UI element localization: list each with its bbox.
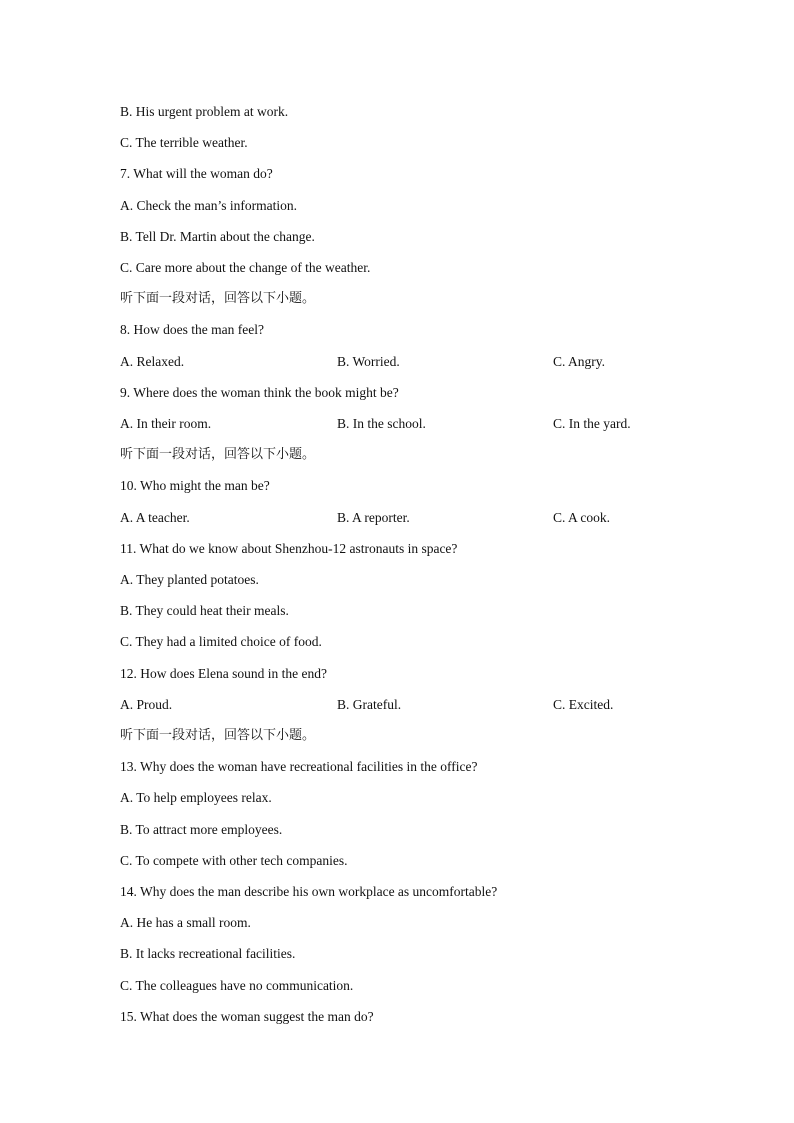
text-line: 13. Why does the woman have recreational facilities in the office? (120, 759, 478, 775)
text-line: 15. What does the woman suggest the man do? (120, 1008, 374, 1024)
option-b: B. Grateful. (337, 696, 402, 712)
option-a: A. Proud. (120, 696, 173, 712)
option-c: C. Angry. (553, 353, 606, 369)
option-row (120, 697, 680, 713)
option-b: B. Worried. (337, 353, 400, 369)
option-c: C. Excited. (553, 696, 614, 712)
text-line: A. Check the man’s information. (120, 197, 297, 213)
text-line: B. They could heat their meals. (120, 603, 289, 619)
text-line: A. They planted potatoes. (120, 572, 259, 587)
option-a: A. In their room. (120, 416, 212, 431)
option-c: C. In the yard. (553, 416, 631, 431)
text-line: A. To help employees relax. (120, 790, 272, 806)
text-line: 9. Where does the woman think the book might be? (120, 384, 399, 400)
option-row (120, 354, 680, 370)
text-line: C. Care more about the change of the weather. (120, 260, 371, 275)
option-a: A. A teacher. (120, 509, 190, 525)
text-line: C. To compete with other tech companies. (120, 852, 348, 868)
text-line: B. To attract more employees. (120, 821, 283, 837)
option-c: C. A cook. (553, 509, 611, 525)
text-line: 8. How does the man feel? (120, 322, 264, 338)
text-line: 7. What will the woman do? (120, 166, 273, 182)
text-line: 12. How does Elena sound in the end? (120, 665, 327, 681)
option-row (120, 416, 680, 432)
text-line: B. Tell Dr. Martin about the change. (120, 228, 315, 244)
text-line: C. They had a limited choice of food. (120, 634, 322, 650)
text-line: C. The terrible weather. (120, 135, 248, 151)
text-line: 10. Who might the man be? (120, 478, 270, 494)
text-line: 14. Why does the man describe his own workplace as uncomfortable? (120, 884, 498, 899)
text-line: A. He has a small room. (120, 915, 251, 931)
option-b: B. A reporter. (337, 509, 410, 525)
text-line: B. It lacks recreational facilities. (120, 946, 296, 962)
text-line: B. His urgent problem at work. (120, 104, 289, 119)
text-line: C. The colleagues have no communication. (120, 977, 354, 993)
option-row (120, 510, 680, 526)
section-instruction: 听下面一段对话，回答以下小题。 (120, 291, 316, 307)
option-b: B. In the school. (337, 416, 426, 431)
section-instruction: 听下面一段对话，回答以下小题。 (120, 447, 316, 463)
text-line: 11. What do we know about Shenzhou-12 astronauts in space? (120, 540, 458, 556)
option-a: A. Relaxed. (120, 353, 185, 369)
section-instruction: 听下面一段对话，回答以下小题。 (120, 728, 316, 743)
